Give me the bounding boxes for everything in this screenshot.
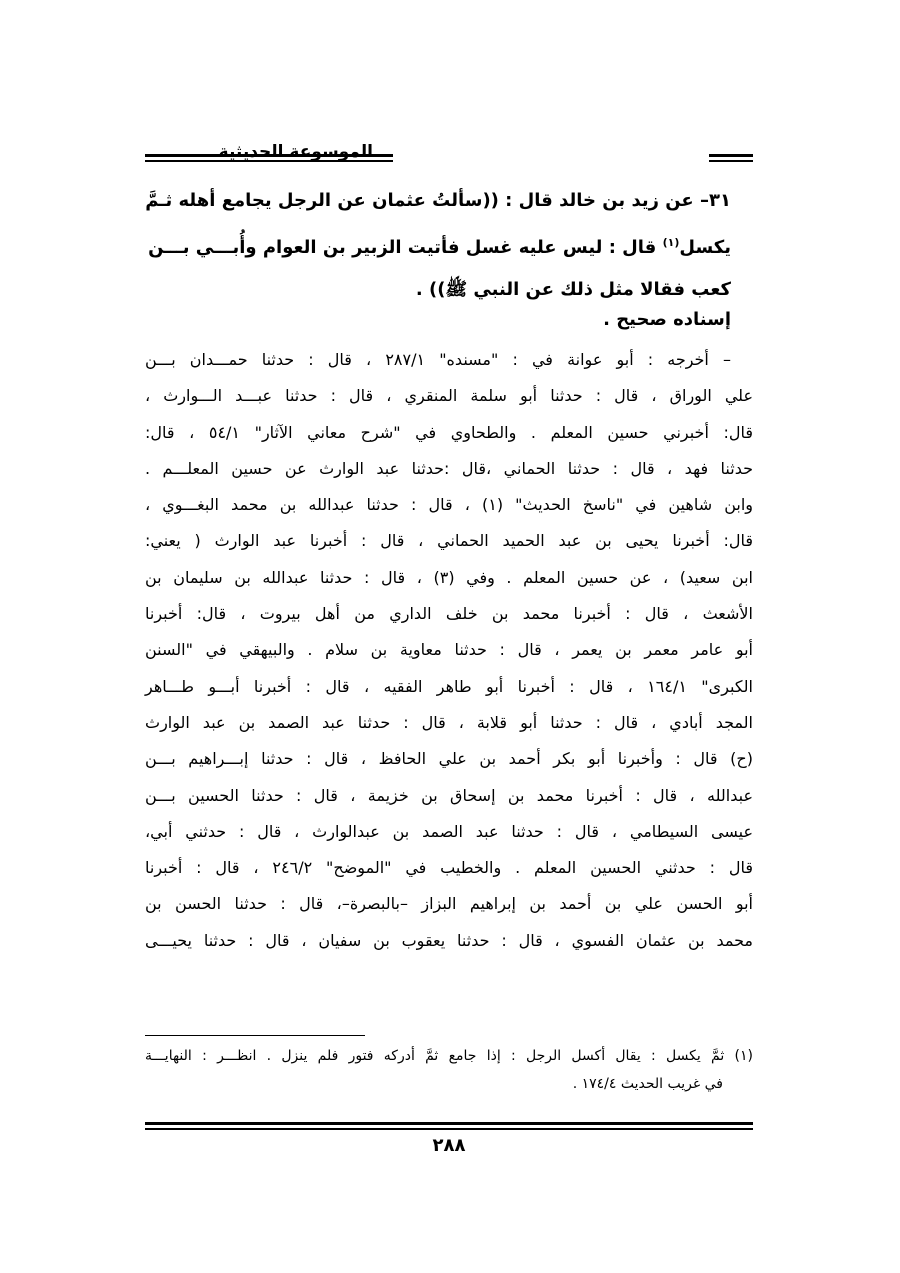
page-number: ٢٨٨	[432, 1135, 466, 1156]
page-header	[145, 140, 753, 178]
body-line: عيسى السيطامي ، قال : حدثنا عبد الصمد بن عبدالوارث ، قال : حدثني أبي،	[145, 821, 753, 841]
footnote-separator	[145, 1035, 365, 1036]
hadith-word: يكسل	[679, 237, 731, 258]
hadith-line-2-text: قال : ليس عليه غسل فأتيت الزبير بن العوام وأُبـــي بـــن	[148, 237, 657, 258]
hadith-number: ٣١–	[700, 190, 731, 211]
hadith-line-2	[143, 222, 731, 269]
hadith-line-3: كعب فقالا مثل ذلك عن النبي ﷺ)) .	[415, 279, 731, 300]
footnote	[145, 1042, 753, 1098]
isnad-grade: إسناده صحيح .	[603, 309, 731, 330]
body-line: حدثنا فهد ، قال : حدثنا الحماني ،قال :حدثنا عبد الوارث عن حسين المعلـــم .	[145, 458, 753, 478]
body-line: الكبرى" ١٦٤/١ ، قال : أخبرنا أبو طاهر الفقيه ، قال : أخبرنا أبـــو طـــاهر	[145, 676, 754, 696]
body-line: قال : حدثني الحسين المعلم . والخطيب في "الموضح" ٢٤٦/٢ ، قال : أخبرنا	[145, 858, 753, 878]
hadith-line-1-text: عن زيد بن خالد قال : ((سألتُ عثمان عن الرجل يجامع أهله ثـمَّ	[145, 190, 694, 211]
page	[145, 140, 753, 1180]
footnote-line-2: في غريب الحديث ١٧٤/٤ .	[572, 1076, 723, 1092]
body-line: قال: أخبرني حسين المعلم . والطحاوي في "شرح معاني الآثار" ٥٤/١ ، قال:	[145, 422, 753, 442]
body-line: – أخرجه : أبو عوانة في : "مسنده" ٢٨٧/١ ، قال : حدثنا حمـــدان بـــن	[145, 350, 731, 369]
body-line: محمد بن عثمان الفسوي ، قال : حدثنا يعقوب بن سفيان ، قال : حدثنا يحيـــى	[145, 930, 753, 950]
body-line: عبدالله ، قال : أخبرنا محمد بن إسحاق بن خزيمة ، قال : حدثنا الحسين بـــن	[145, 785, 753, 805]
body-line: أبو الحسن علي بن أحمد بن إبراهيم البزاز –بالبصرة–، قال : حدثنا الحسن بن	[145, 894, 753, 914]
takhrij-paragraph	[145, 342, 753, 959]
hadith-text	[143, 180, 731, 311]
body-line: قال: أخبرنا يحيى بن عبد الحميد الحماني ، قال : أخبرنا عبد الوارث ( يعني:	[145, 531, 753, 551]
body-line: (ح) قال : وأخبرنا أبو بكر أحمد بن علي الحافظ ، قال : حدثنا إبـــراهيم بـــن	[145, 749, 753, 769]
body-line: المجد أبادي ، قال : حدثنا أبو قلابة ، قال : حدثنا عبد الصمد بن عبد الوارث	[145, 712, 753, 732]
header-title: الموسوعة الحديثية	[218, 142, 373, 162]
bottom-rule	[145, 1122, 753, 1130]
footnote-line-1: (١) ثمَّ يكسل : يقال أكسل الرجل : إذا جامع ثمَّ أدركه فتور فلم ينزل . انظـــر : النهايـــة	[145, 1048, 753, 1064]
body-line: أبو عامر معمر بن يعمر ، قال : حدثنا معاوية بن سلام . والبيهقي في "السنن	[145, 640, 753, 660]
body-line: وابن شاهين في "ناسخ الحديث" (١) ، قال : حدثنا عبدالله بن محمد البغـــوي ،	[145, 495, 753, 515]
hadith-line-1	[143, 180, 731, 222]
body-line: ابن سعيد) ، عن حسين المعلم . وفي (٣) ، قال : حدثنا عبدالله بن سليمان بن	[145, 567, 753, 587]
footnote-marker: (١)	[662, 236, 680, 249]
body-line: الأشعث ، قال : أخبرنا محمد بن خلف الداري من أهل بيروت ، قال: أخبرنا	[145, 604, 753, 624]
header-rule-right	[709, 154, 753, 162]
body-line: علي الوراق ، قال : حدثنا أبو سلمة المنقري ، قال : حدثنا عبـــد الـــوارث ،	[145, 386, 753, 406]
